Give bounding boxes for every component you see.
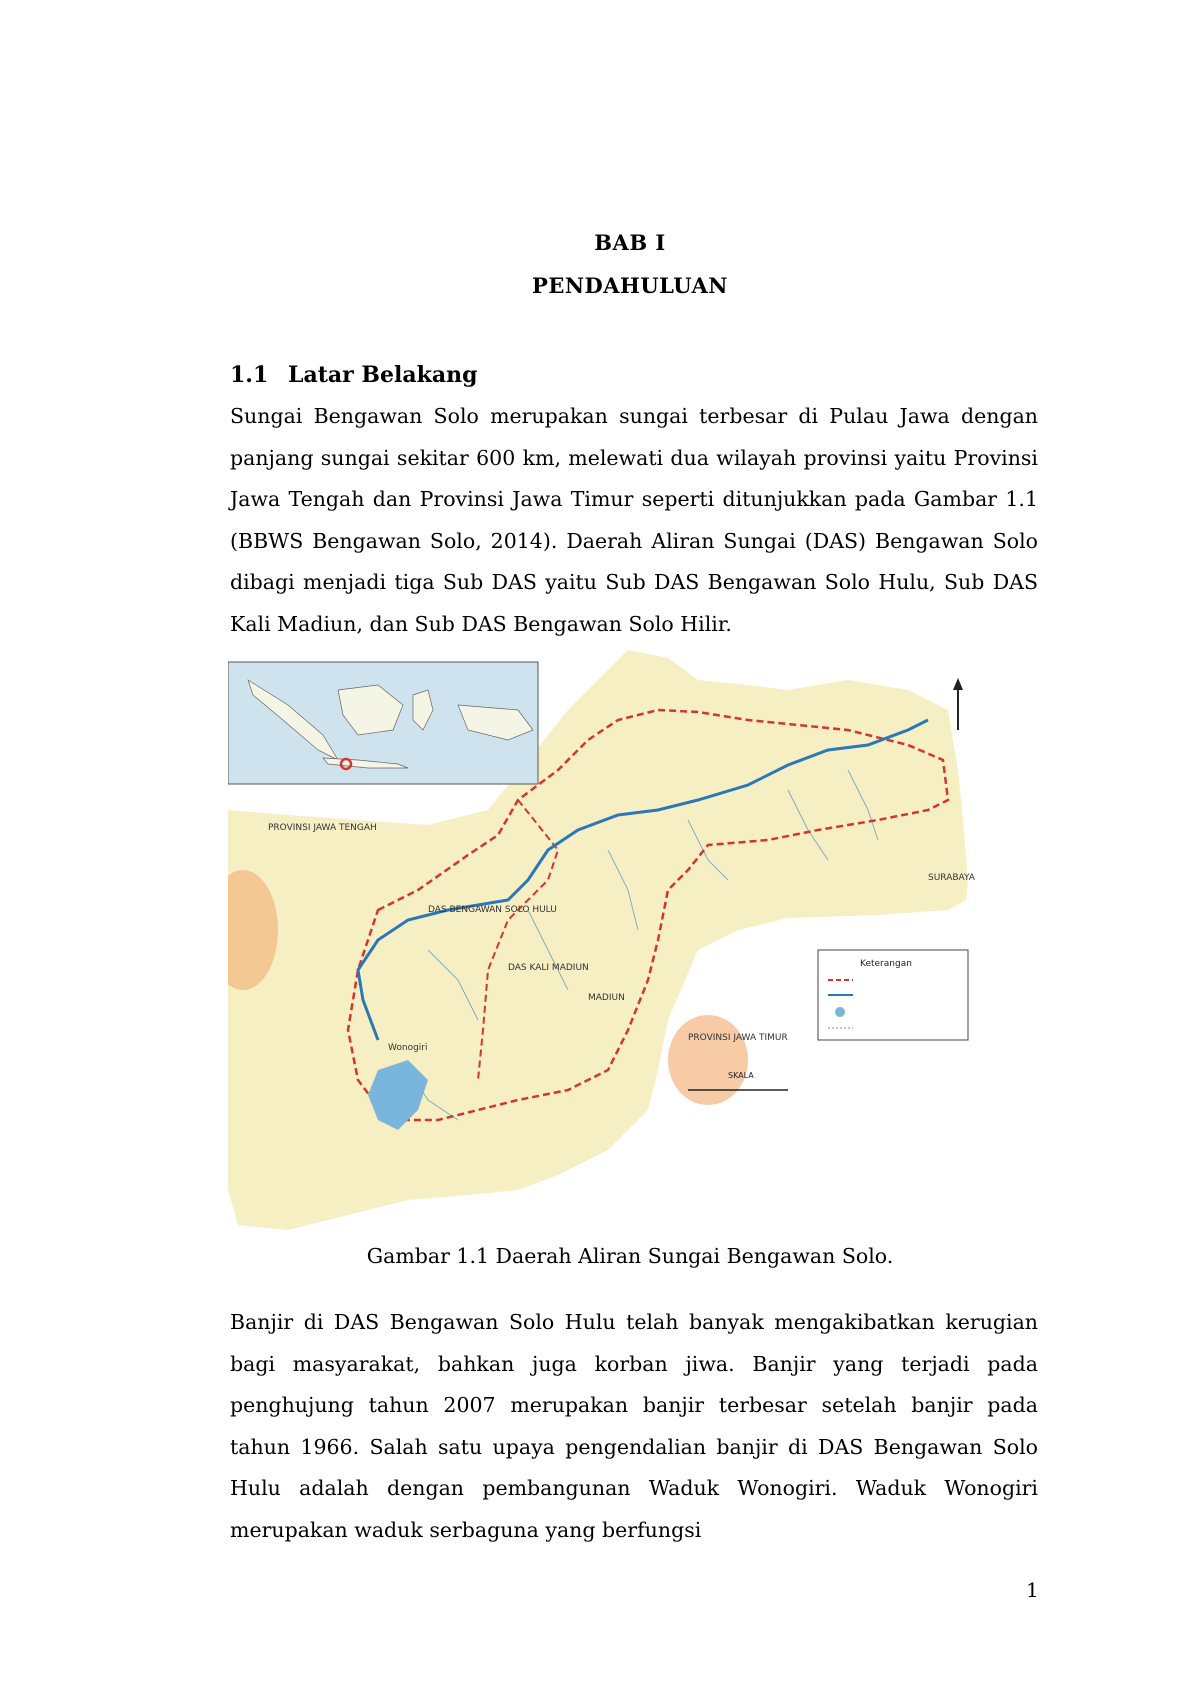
map-label-das-hulu: DAS BENGAWAN SOLO HULU [428,905,557,915]
map-label-wonogiri: Wonogiri [388,1043,428,1053]
body-paragraph-1: Sungai Bengawan Solo merupakan sungai terbesar di Pulau Jawa dengan panjang sungai sekitar 600 km, melewati dua wilayah provinsi yaitu Provinsi Jawa Tengah dan Provinsi Jawa Timur seperti ditunjukkan pada Gambar 1.1 (BBWS Bengawan Solo, 2014). Daerah Aliran Sungai (DAS) Bengawan Solo dibagi menjadi tiga Sub DAS yaitu Sub DAS Bengawan Solo Hulu, Sub DAS Kali Madiun, dan Sub DAS Bengawan Solo Hilir. [230,404,1038,636]
chapter-label: BAB I [594,230,666,255]
legend-title: Keterangan [860,959,912,969]
section-title: Latar Belakang [288,362,478,388]
map-label-das-madiun: DAS KALI MADIUN [508,963,589,973]
chapter-title: PENDAHULUAN [532,273,728,298]
inset-map [228,662,538,784]
map-legend [818,950,968,1040]
scale-title: SKALA [728,1071,754,1080]
section-number: 1.1 [230,362,269,388]
north-arrow-icon [953,678,963,730]
map-figure [228,650,1040,1235]
map-label-madiun: MADIUN [588,993,625,1003]
map-label-jateng: PROVINSI JAWA TENGAH [268,823,377,833]
figure-caption: Gambar 1.1 Daerah Aliran Sungai Bengawan Solo. [366,1244,894,1268]
map-label-surabaya: SURABAYA [928,873,975,883]
map-label-jatim: PROVINSI JAWA TIMUR [688,1033,788,1043]
das-map [228,650,1040,1235]
body-paragraph-2: Banjir di DAS Bengawan Solo Hulu telah banyak mengakibatkan kerugian bagi masyarakat, bahkan juga korban jiwa. Banjir yang terjadi pada penghujung tahun 2007 merupakan banjir terbesar setelah banjir pada tahun 1966. Salah satu upaya pengendalian banjir di DAS Bengawan Solo Hulu adalah dengan pembangunan Waduk Wonogiri. Waduk Wonogiri merupakan waduk serbaguna yang berfungsi [230,1310,1038,1542]
page-number: 1 [1026,1578,1039,1602]
section-heading [230,362,477,388]
highlight-east [668,1015,748,1105]
